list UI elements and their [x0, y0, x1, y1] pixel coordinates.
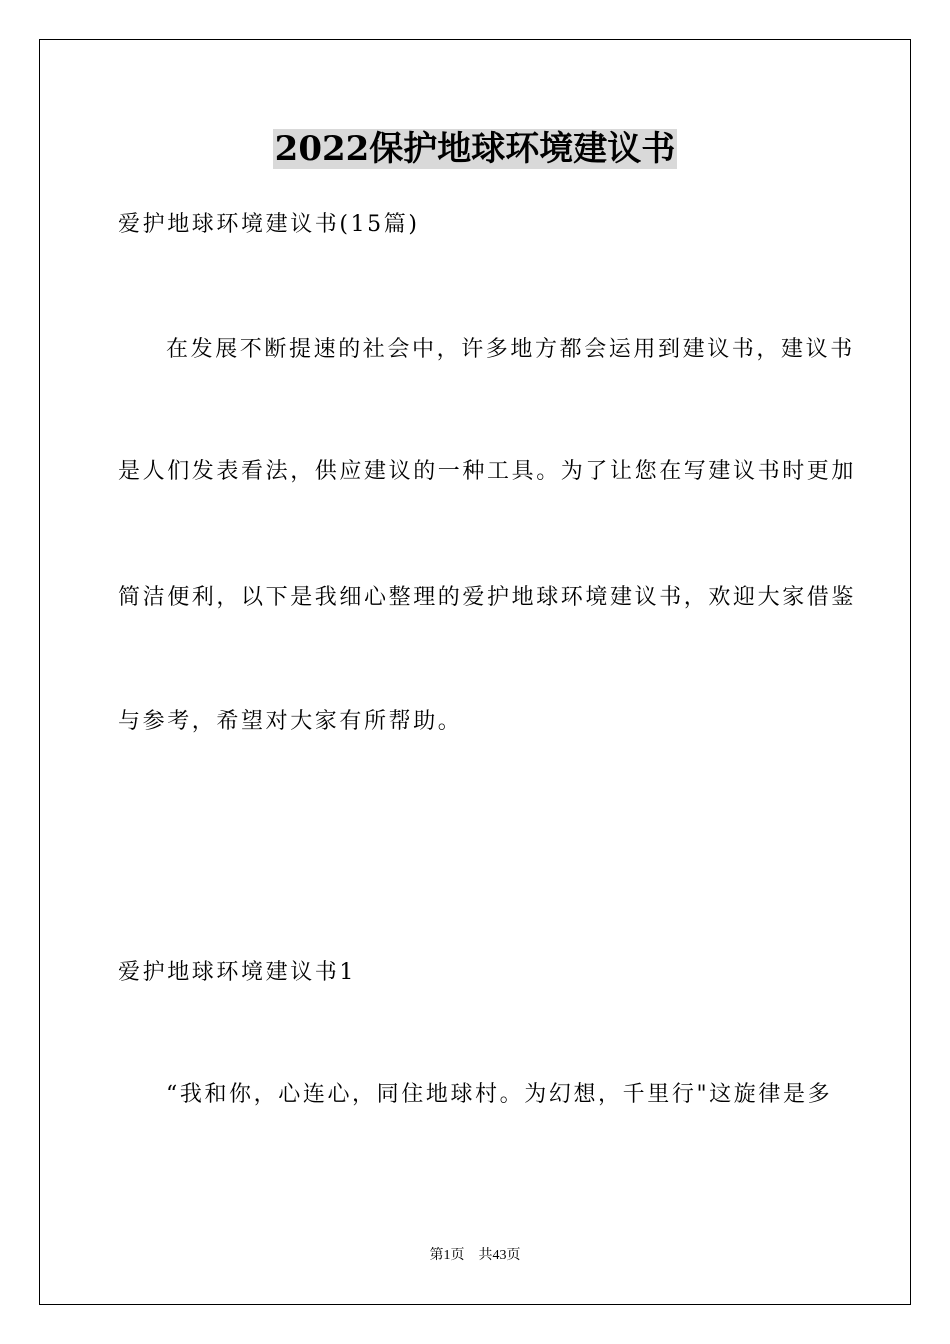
page-number-footer: 第1页 共43页	[429, 1248, 521, 1263]
document-title-text: 2022保护地球环境建议书	[274, 129, 676, 169]
section-heading: 爱护地球环境建议书1	[118, 960, 356, 985]
section-first-line: “我和你，心连心，同住地球村。为幻想，千里行"这旋律是多	[166, 1082, 833, 1107]
intro-line-1: 在发展不断提速的社会中，许多地方都会运用到建议书，建议书	[166, 337, 855, 362]
intro-line-2: 是人们发表看法，供应建议的一种工具。为了让您在写建议书时更加	[118, 459, 857, 484]
document-title	[0, 128, 950, 170]
intro-line-3: 简洁便利，以下是我细心整理的爱护地球环境建议书，欢迎大家借鉴	[118, 585, 857, 610]
document-subtitle: 爱护地球环境建议书(15篇)	[118, 212, 420, 237]
intro-line-4: 与参考，希望对大家有所帮助。	[118, 709, 463, 734]
